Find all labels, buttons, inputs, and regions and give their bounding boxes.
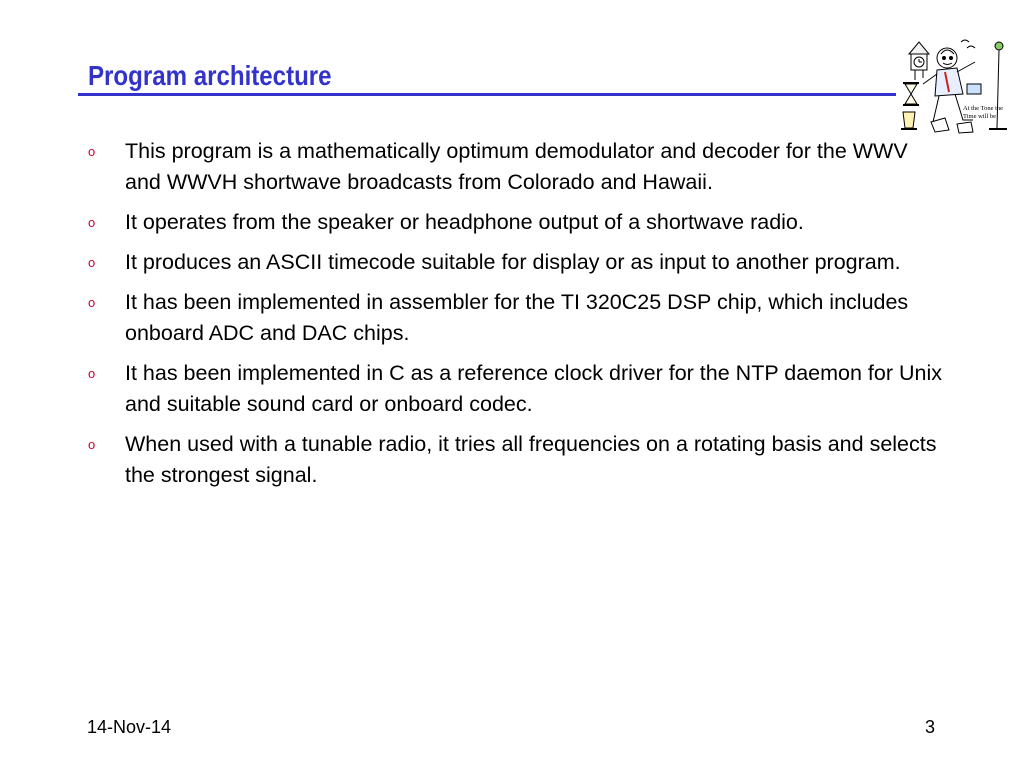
bullet-item bbox=[88, 287, 948, 349]
cartoon-timekeeper-icon bbox=[897, 32, 1024, 136]
bullet-text: When used with a tunable radio, it tries all frequencies on a rotating basis and selects the strongest signal. bbox=[125, 432, 937, 487]
bullet-marker: o bbox=[88, 437, 96, 452]
bullet-text: This program is a mathematically optimum demodulator and decoder for the WWV and WWVH shortwave broadcasts from Colorado and Hawaii. bbox=[125, 139, 908, 194]
bullet-text: It has been implemented in assembler for the TI 320C25 DSP chip, which includes onboard ADC and DAC chips. bbox=[125, 290, 909, 345]
logo-caption-line1: At the Tone the bbox=[963, 105, 1004, 112]
bullet-text: It has been implemented in C as a reference clock driver for the NTP daemon for Unix and suitable sound card or onboard codec. bbox=[125, 361, 942, 416]
bullet-marker: o bbox=[88, 215, 96, 230]
bullet-text: It produces an ASCII timecode suitable for display or as input to another program. bbox=[125, 250, 901, 274]
bullet-marker: o bbox=[88, 255, 96, 270]
slide-title: Program architecture bbox=[88, 60, 332, 91]
bullet-marker: o bbox=[88, 295, 96, 310]
logo-caption-line2: Time will be bbox=[963, 113, 996, 120]
bullet-item bbox=[88, 247, 948, 278]
bullet-marker: o bbox=[88, 144, 96, 159]
page-number: 3 bbox=[925, 717, 936, 737]
bullet-list bbox=[88, 136, 948, 500]
bullet-item bbox=[88, 136, 948, 198]
bullet-item bbox=[88, 207, 948, 238]
bullet-text: It operates from the speaker or headphone output of a shortwave radio. bbox=[125, 210, 804, 234]
bullet-item bbox=[88, 358, 948, 420]
bullet-marker: o bbox=[88, 366, 96, 381]
bullet-item bbox=[88, 429, 948, 491]
title-underline bbox=[78, 93, 896, 96]
footer-date: 14-Nov-14 bbox=[87, 717, 172, 737]
